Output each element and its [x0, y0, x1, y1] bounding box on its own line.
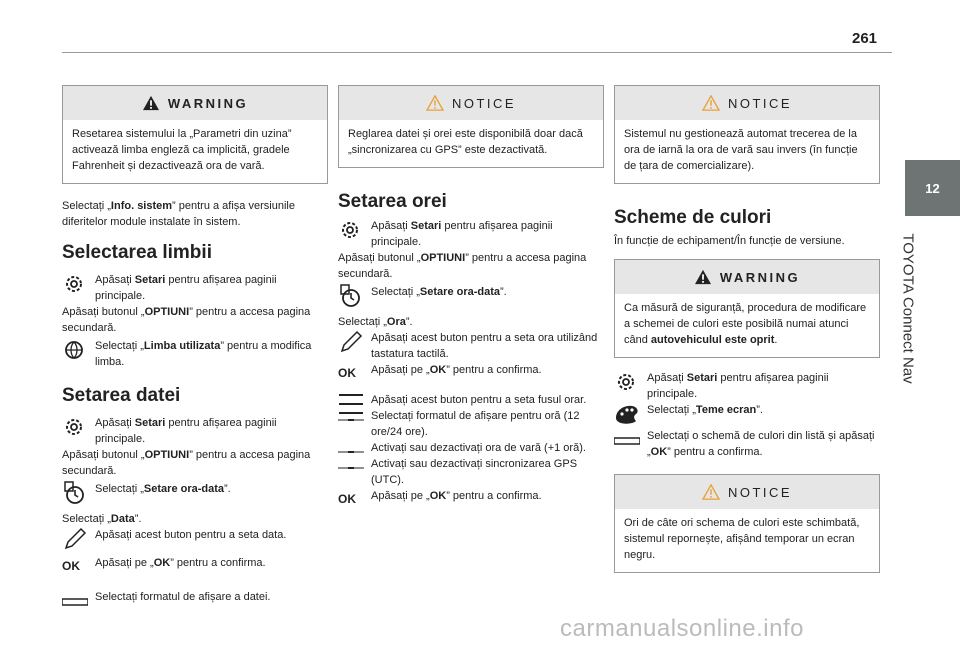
notice-title: NOTICE: [727, 95, 793, 111]
heading-language: Selectarea limbii: [62, 242, 212, 263]
gear-icon[interactable]: [338, 218, 364, 242]
select-time-paragraph: Selectați „Ora”.: [338, 316, 413, 328]
language-icon[interactable]: [62, 338, 88, 362]
step-time-format: Selectați formatul de afișare pentru oră (12 ore/24 ore).: [338, 408, 604, 440]
header-rule: [62, 52, 892, 53]
notice-icon: [702, 484, 720, 500]
notice-box: [614, 474, 880, 573]
pencil-icon[interactable]: [338, 330, 364, 354]
page-number: 261: [852, 30, 878, 47]
section-title: TOYOTA Connect Nav: [899, 233, 917, 384]
warning-icon: [142, 95, 160, 111]
warning-title: WARNING: [167, 95, 249, 111]
step-summer-time: Activați sau dezactivați ora de vară (+1 oră).: [338, 440, 604, 456]
step-date-format: Selectați formatul de afișare a datei.: [62, 589, 328, 605]
warning-header: [615, 260, 879, 294]
warning-title: WARNING: [719, 269, 801, 285]
notice-icon: [702, 95, 720, 111]
step-date-time-select: Selectați „Setare ora-data”.: [62, 481, 328, 497]
gear-icon[interactable]: [62, 272, 88, 296]
heading-date: Setarea datei: [62, 385, 181, 406]
toggle-icon[interactable]: [338, 408, 364, 432]
section-title-vertical: [885, 218, 933, 408]
step-confirm-time-final: OK Apăsați pe „OK” pentru a confirma.: [338, 488, 604, 504]
warning-body: Ca măsură de siguranță, procedura de modificare a schemei de culori este posibilă numai atunci când autovehiculul este oprit.: [624, 302, 867, 346]
step-screen-themes: Selectați „Teme ecran”.: [614, 402, 880, 418]
step-scheme-settings: Apăsați Setari pentru afișarea paginii principale.: [614, 370, 880, 402]
ok-button-icon[interactable]: OK: [338, 366, 356, 380]
warning-icon: [694, 269, 712, 285]
warning-header: [63, 86, 327, 120]
palette-icon[interactable]: [614, 402, 640, 426]
step-set-time: Apăsați acest buton pentru a seta ora utilizând tastatura tactilă.: [338, 330, 604, 362]
clock-calendar-icon[interactable]: [338, 284, 364, 308]
notice-body: Sistemul nu gestionează automat trecerea de la ora de iarnă la ora de vară sau invers (în funcție de țara de comercializare).: [624, 128, 858, 172]
notice-header: [339, 86, 603, 120]
notice-box: [614, 85, 880, 184]
ok-button-icon[interactable]: OK: [338, 492, 356, 506]
warning-box: [614, 259, 880, 358]
notice-header: [615, 86, 879, 120]
warning-box: [62, 85, 328, 184]
gear-icon[interactable]: [614, 370, 640, 394]
step-set-date: Apăsați acest buton pentru a seta data.: [62, 527, 328, 543]
step-time-settings: Apăsați Setari pentru afișarea paginii principale.: [338, 218, 604, 250]
gear-icon[interactable]: [62, 415, 88, 439]
step-confirm-time: OK Apăsați pe „OK” pentru a confirma.: [338, 362, 604, 378]
step-language-settings: Apăsați Setari pentru afișarea paginii principale.: [62, 272, 328, 304]
step-timezone: Apăsați acest buton pentru a seta fusul orar.: [338, 392, 604, 408]
notice-box: [338, 85, 604, 168]
step-select-scheme: Selectați o schemă de culori din listă și apăsați „OK” pentru a confirma.: [614, 428, 880, 460]
heading-color-schemes: Scheme de culori: [614, 207, 772, 228]
warning-body: Resetarea sistemului la „Parametri din uzina” activează limba engleză ca implicită, gradele Fahrenheit și dezactivează ora de vară.: [72, 128, 292, 172]
notice-header: [615, 475, 879, 509]
notice-body: Ori de câte ori schema de culori este schimbată, sistemul repornește, afișând temporar un ecran negru.: [624, 517, 860, 561]
step-confirm-date: OK Apăsați pe „OK” pentru a confirma.: [62, 555, 328, 571]
column-3: [614, 85, 880, 573]
toggle-switch-icon[interactable]: [614, 428, 640, 452]
step-gps-sync: Activați sau dezactivați sincronizarea GPS (UTC).: [338, 456, 604, 488]
options-paragraph: Apăsați butonul „OPTIUNI” pentru a accesa pagina secundară.: [62, 306, 311, 334]
step-date-settings: Apăsați Setari pentru afișarea paginii principale.: [62, 415, 328, 447]
section-tab[interactable]: 12: [905, 160, 960, 216]
column-1: [62, 85, 328, 605]
ok-button-icon[interactable]: OK: [62, 559, 80, 573]
options-paragraph: Apăsați butonul „OPTIUNI” pentru a accesa pagina secundară.: [338, 252, 587, 280]
clock-calendar-icon[interactable]: [62, 481, 88, 505]
notice-title: NOTICE: [727, 484, 793, 500]
watermark: carmanualsonline.info: [560, 615, 804, 642]
step-date-time-select: Selectați „Setare ora-data”.: [338, 284, 604, 300]
scheme-intro: În funcție de echipament/În funcție de versiune.: [614, 235, 845, 247]
select-date-paragraph: Selectați „Data”.: [62, 513, 142, 525]
column-2: [338, 85, 604, 504]
notice-body: Reglarea datei și orei este disponibilă doar dacă „sincronizarea cu GPS” este dezactivată.: [348, 128, 583, 156]
notice-title: NOTICE: [451, 95, 517, 111]
heading-time: Setarea orei: [338, 191, 447, 212]
toggle-icon[interactable]: [338, 456, 364, 480]
options-paragraph: Apăsați butonul „OPTIUNI” pentru a accesa pagina secundară.: [62, 449, 311, 477]
toggle-switch-icon[interactable]: [62, 589, 88, 613]
notice-icon: [426, 95, 444, 111]
pencil-icon[interactable]: [62, 527, 88, 551]
info-system-paragraph: Selectați „Info. sistem” pentru a afișa versiunile diferitelor module instalate în sistem.: [62, 200, 295, 228]
step-language-select: Selectați „Limba utilizata” pentru a modifica limba.: [62, 338, 328, 370]
